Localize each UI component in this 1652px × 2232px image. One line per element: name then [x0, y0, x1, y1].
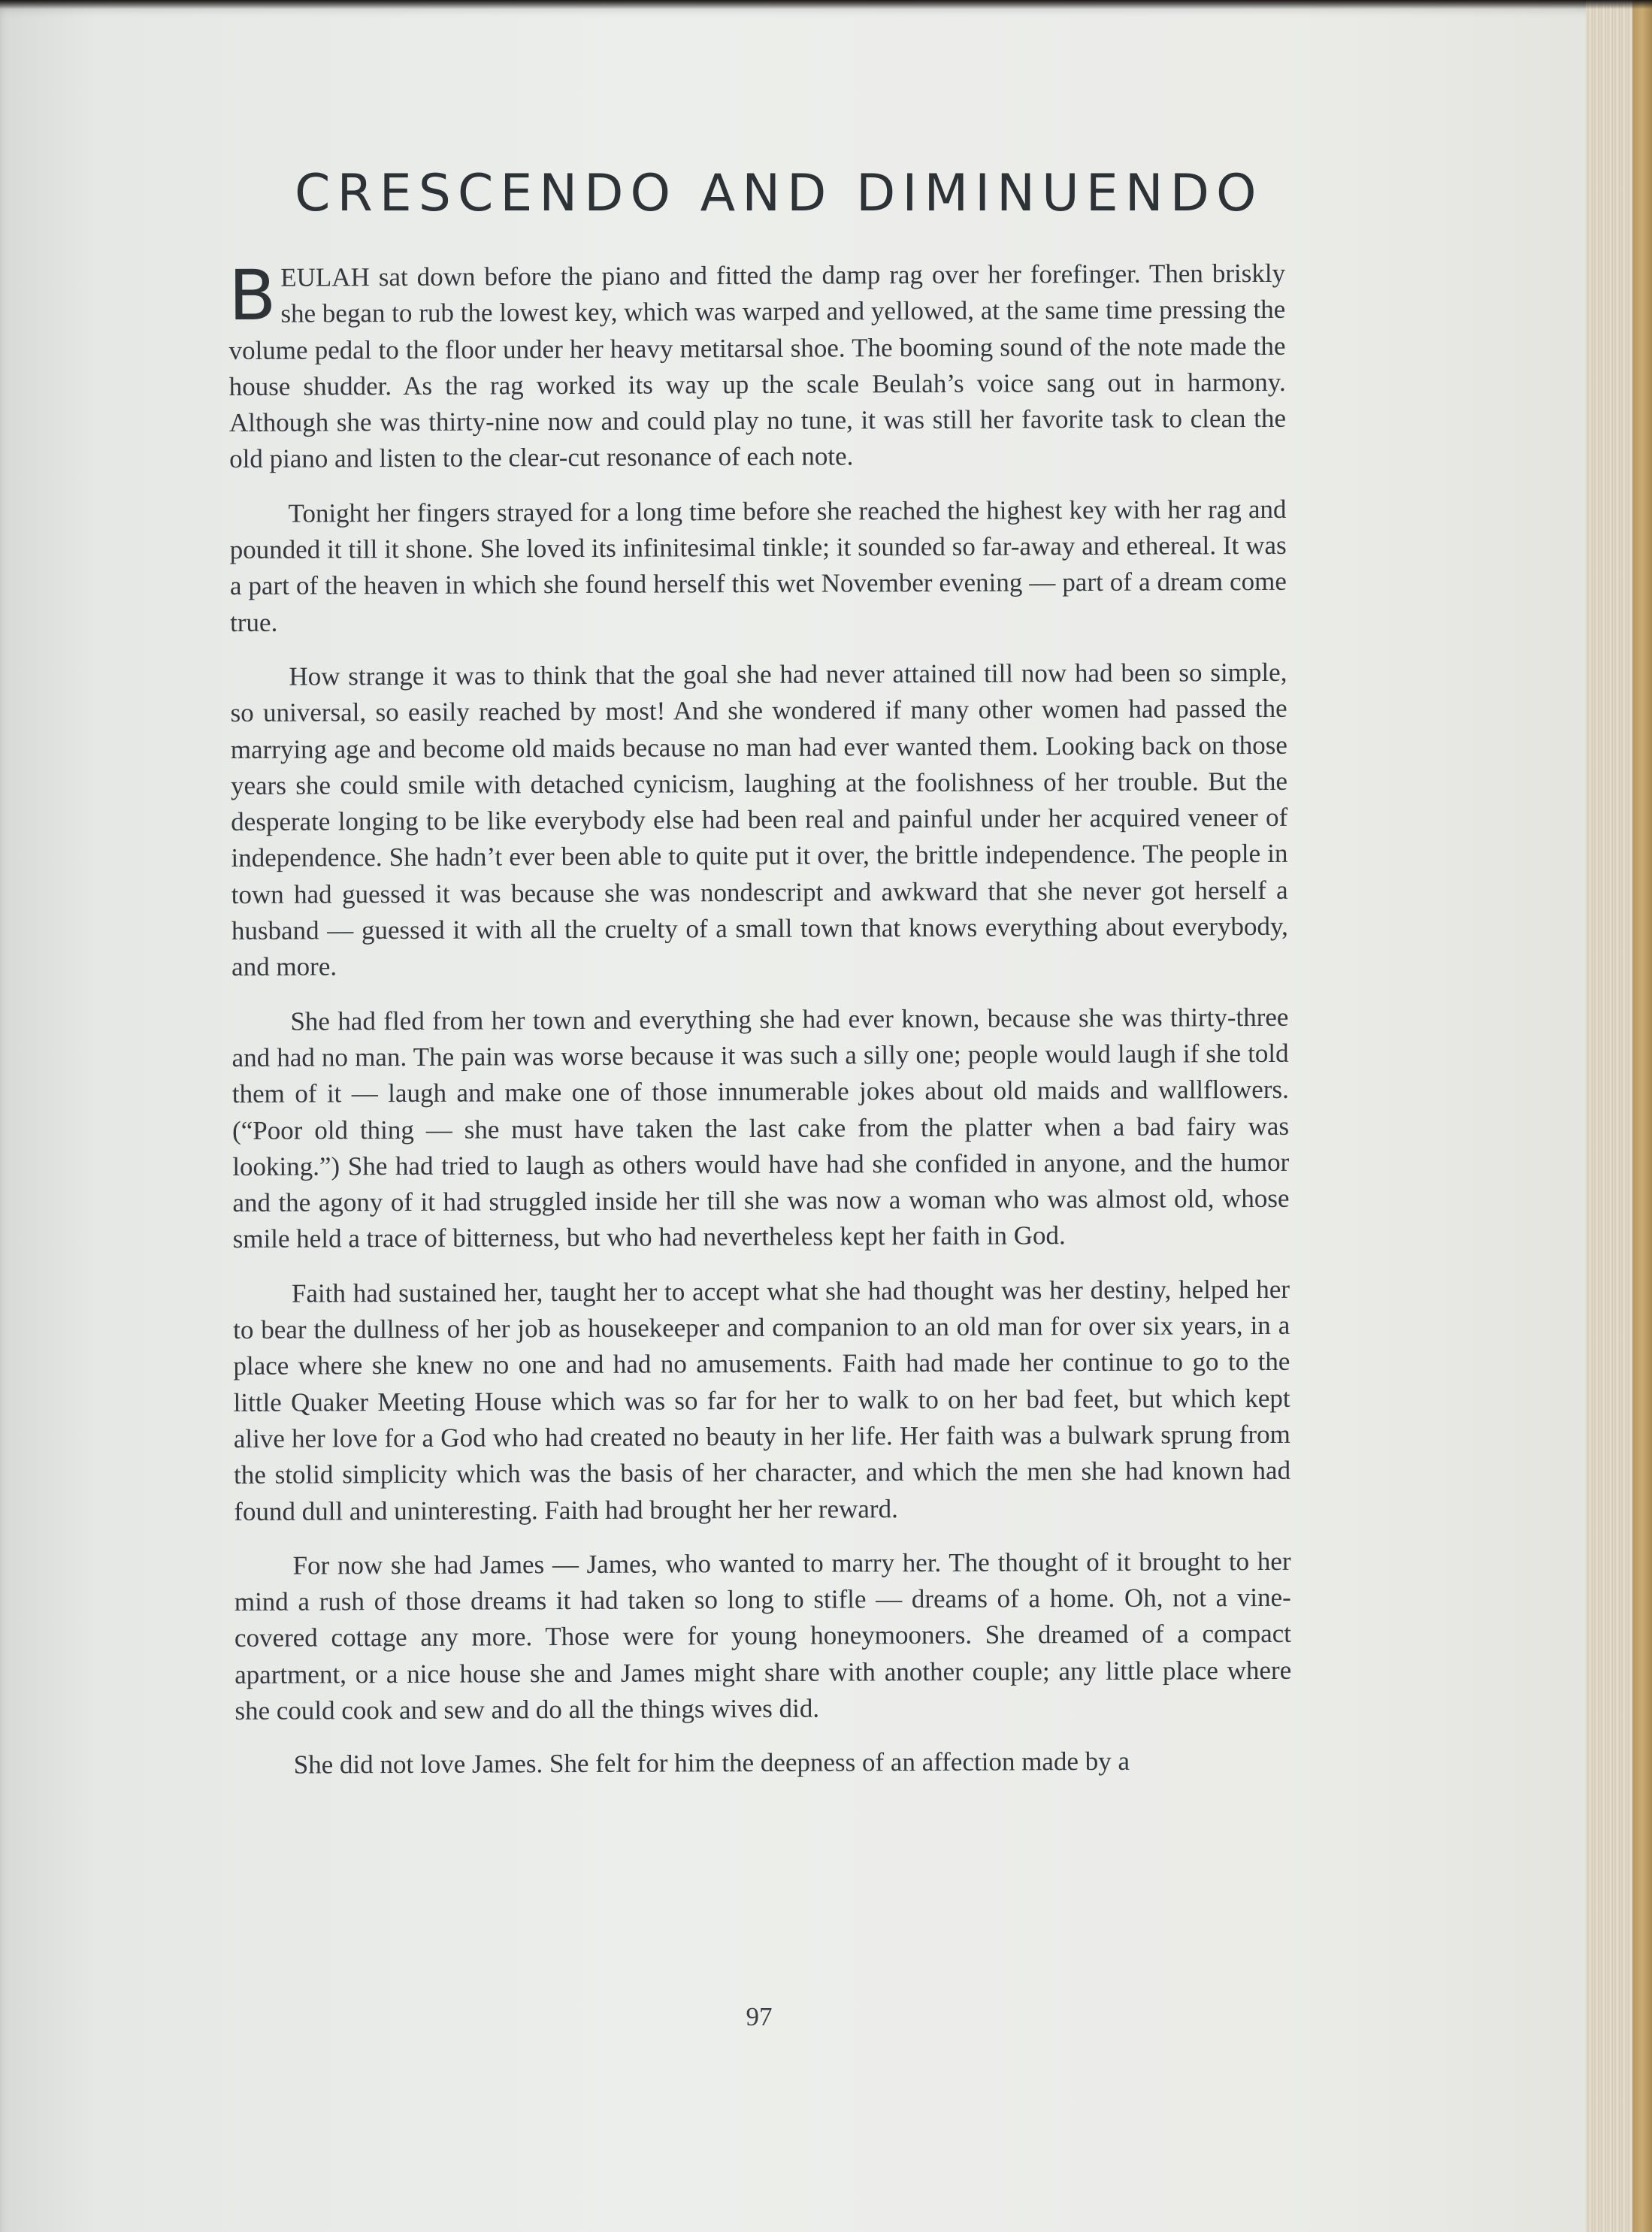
book-cover-edge — [1632, 0, 1652, 2232]
body-text — [228, 256, 1292, 1802]
paragraph-7: She did not love James. She felt for him the deepness of an affection made by a — [293, 1747, 1130, 1780]
page-number: 97 — [746, 2002, 773, 2031]
paragraph-1-text: EULAH sat down before the piano and fitted the damp rag over her forefinger. Then briskly she began to rub the lowest key, which was warped and yellowed, at the same time pressing the volume pedal to the floor under her heavy metitarsal shoe. The booming sound of the note made the house shudder. As the rag worked its way up the scale Beulah’s voice sang out in harmony. Although she was thirty-nine now and could play no tune, it was still her favorite task to clean the old piano and listen to the clear-cut resonance of each note. — [228, 258, 1287, 474]
paragraph-1 — [228, 256, 1286, 478]
drop-cap: B — [228, 255, 277, 336]
paragraph-3: How strange it was to think that the goal she had never attained till now had been so simple, so universal, so easily reached by most! And she wondered if many other women had passed the marrying age and become old maids because no man had ever wanted them. Looking back on those years she could smile with detached cynicism, laughing at the foolishness of her trouble. But the desperate longing to be like everybody else had been real and painful under her acquired veneer of independence. She hadn’t ever been able to quite put it over, the brittle independence. The people in town had guessed it was because she was nondescript and awkward that she never got herself a husband — guessed it with all the cruelty of a small town that knows everything about everybody, and more. — [230, 657, 1288, 982]
paragraph-4: She had fled from her town and everything she had ever known, because she was thirty-three and had no man. The pain was worse because it was such a silly one; people would laugh if she told them of it — laugh and make one of those innumerable jokes about old maids and wallflowers. (“Poor old thing — she must have taken the last cake from the platter when a bad fairy was looking.”) She had tried to laugh as others would have had she confided in anyone, and the humor and the agony of it had struggled inside her till she was now a woman who was almost old, whose smile held a trace of bitterness, but who had nevertheless kept her faith in God. — [231, 1002, 1290, 1254]
top-shadow — [0, 0, 1652, 9]
page-edges — [1586, 0, 1652, 2232]
paragraph-2: Tonight her fingers strayed for a long time before she reached the highest key with her rag and pounded it till it shone. She loved its infinitesimal tinkle; it sounded so far-away and ethereal. It was a part of the heaven in which she found herself this wet November evening — part of a dream come true. — [229, 494, 1287, 637]
paragraph-5: Faith had sustained her, taught her to accept what she had thought was her destiny, helped her to bear the dullness of her job as housekeeper and companion to an old man for over six years, in a place where she knew no one and had no amusements. Faith had made her continue to go to the little Quaker Meeting House which was so far for her to walk to on her bad feet, but which kept alive her love for a God who had created no beauty in her life. Her faith was a bulwark sprung from the stolid simplicity which was the basis of her character, and which the men she had known had found dull and uninteresting. Faith had brought her her reward. — [233, 1274, 1291, 1526]
page-title: CRESCENDO AND DIMINUENDO — [295, 164, 1263, 223]
paragraph-6: For now she had James — James, who wanted to marry her. The thought of it brought to her mind a rush of those dreams it had taken so long to stifle — dreams of a home. Oh, not a vine-covered cottage any more. Those were for young honeymooners. She dreamed of a compact apartment, or a nice house she and James might share with another couple; any little place where she could cook and sew and do all the things wives did. — [234, 1546, 1292, 1725]
